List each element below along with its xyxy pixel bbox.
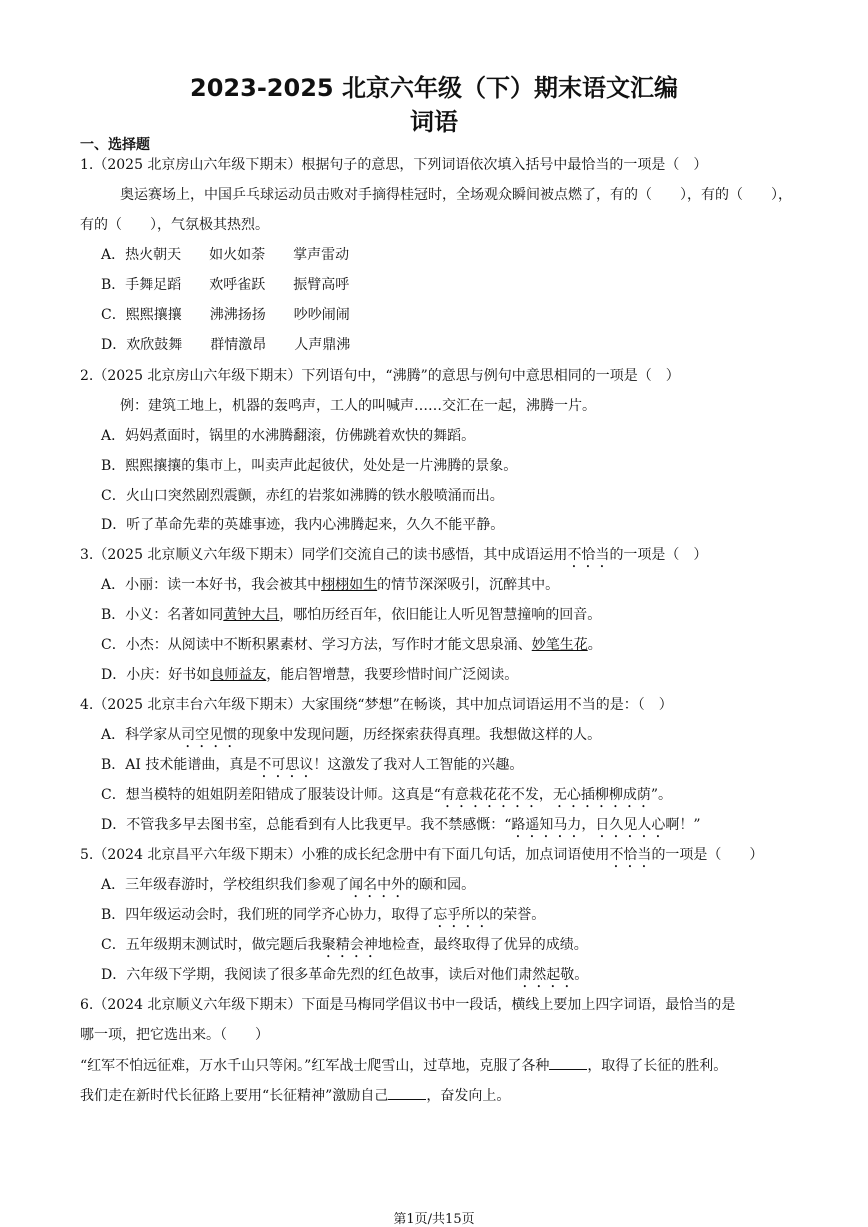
option-text: ”。 [650,787,673,803]
option-text: D．不管我多早去图书室，总能看到有人比我更早。我不禁感慨：“ [101,817,512,833]
option-text: ，哪怕历经百年，依旧能让人听见智慧撞响的回音。 [279,607,602,623]
section-heading: 一、选择题 [80,137,150,153]
question-5-stem-text: 5.（2024 北京昌平六年级下期末）小雅的成长纪念册中有下面几句话，加点词语使用 [80,847,610,863]
question-1-option-b: B．手舞足蹈 欢呼雀跃 振臂高呼 [101,277,350,293]
question-5-stem-emphasis: 不恰当 [609,847,652,863]
passage-text: “红军不怕远征难，万水千山只等闲。”红军战士爬雪山，过草地，克服了各种 [80,1058,550,1074]
option-text: A．小丽：读一本好书，我会被其中 [101,577,322,593]
option-text: C．小杰：从阅读中不断积累素材、学习方法，写作时才能文思泉涌、 [101,637,532,653]
question-6-passage-line-1 [80,1055,727,1076]
question-2-stem: 2.（2025 北京房山六年级下期末）下列语句中，“沸腾”的意思与例句中意思相同的一项是（ ） [80,368,680,384]
question-3-stem-emphasis: 不恰当 [567,547,610,563]
question-5-stem [80,845,763,871]
question-1-stem: 1.（2025 北京房山六年级下期末）根据句子的意思，下列词语依次填入括号中最恰当的一项是（ ） [80,157,708,173]
question-3-option-d [101,665,518,685]
document-subtitle: 词语 [410,108,458,136]
option-text: 啊！” [665,817,701,833]
fill-blank[interactable] [549,1055,587,1070]
question-3-option-b [101,605,601,625]
option-text: 。 [587,637,602,653]
page-footer: 第1页/共15页 [393,1212,475,1227]
dotted-phrase: 司空见惯 [181,727,238,743]
question-3-option-c [101,635,602,655]
option-text: 的现象中发现问题，历经探索获得真理。我想做这样的人。 [237,727,602,743]
question-1-context-line-2: 有的（ ），气氛极其热烈。 [80,217,269,233]
question-2-option-d: D．听了革命先辈的英雄事迹，我内心沸腾起来，久久不能平静。 [101,517,505,533]
passage-text: 我们走在新时代长征路上要用“长征精神”激励自己 [80,1088,389,1104]
question-4-option-d [101,815,701,841]
dotted-phrase: 忘乎所以 [433,907,490,923]
question-1-option-a: A．热火朝天 如火如荼 掌声雷动 [101,247,350,263]
question-3-option-a [101,575,559,595]
dotted-phrase: 路遥知马力，日久见人心 [511,817,666,833]
option-text: 的颐和园。 [405,877,476,893]
dotted-phrase: 肃然起敬 [518,967,575,983]
question-3-stem [80,545,707,571]
question-5-option-b [101,905,545,931]
option-text: ！这激发了我对人工智能的兴趣。 [313,757,524,773]
passage-text: ，取得了长征的胜利。 [587,1058,728,1074]
passage-text: ，奋发向上。 [426,1088,511,1104]
option-text: B．小义：名著如同 [101,607,224,623]
question-3-stem-text: 3.（2025 北京顺义六年级下期末）同学们交流自己的读书感悟，其中成语运用 [80,547,568,563]
question-3-stem-tail: 的一项是（ ） [609,547,708,563]
option-text: B．四年级运动会时，我们班的同学齐心协力，取得了 [101,907,434,923]
underlined-idiom: 黄钟大吕 [223,607,280,623]
dotted-phrase: 闻名中外 [349,877,406,893]
question-2-example: 例：建筑工地上，机器的轰鸣声，工人的叫喊声……交汇在一起，沸腾一片。 [120,398,596,414]
option-text: 的荣誉。 [489,907,546,923]
question-4-option-a [101,725,601,751]
option-text: C．想当模特的姐姐阴差阳错成了服装设计师。这真是“ [101,787,441,803]
underlined-idiom: 栩栩如生 [321,577,378,593]
question-1-option-c: C．熙熙攘攘 沸沸扬扬 吵吵闹闹 [101,307,350,323]
dotted-phrase: 有意栽花花不发，无心插柳柳成荫 [440,787,651,803]
document-title: 2023-2025 北京六年级（下）期末语文汇编 [190,74,678,102]
dotted-phrase: 不可思议 [257,757,314,773]
dotted-phrase: 聚精会神 [321,937,378,953]
option-text: 。 [574,967,589,983]
option-text: C．五年级期末测试时，做完题后我 [101,937,322,953]
question-5-option-a [101,875,475,901]
option-text: B．AI 技术能谱曲，真是 [101,757,258,773]
option-text: D．六年级下学期，我阅读了很多革命先烈的红色故事，读后对他们 [101,967,519,983]
option-text: 的情节深深吸引，沉醉其中。 [377,577,560,593]
underlined-idiom: 妙笔生花 [531,637,588,653]
question-5-stem-tail: 的一项是（ ） [651,847,764,863]
option-text: 地检查，最终取得了优异的成绩。 [377,937,588,953]
option-text: A．科学家从 [101,727,182,743]
question-4-option-b [101,755,523,781]
question-5-option-c [101,935,588,961]
option-text: ，能启智增慧，我要珍惜时间广泛阅读。 [266,667,519,683]
question-4-stem: 4.（2025 北京丰台六年级下期末）大家围绕“梦想”在畅谈，其中加点词语运用不当的是：（ ） [80,697,673,713]
question-1-context-line-1: 奥运赛场上，中国乒乓球运动员击败对手摘得桂冠时，全场观众瞬间被点燃了，有的（ ），有的（ ）， [120,187,792,203]
option-text: A．三年级春游时，学校组织我们参观了 [101,877,350,893]
question-2-option-a: A．妈妈煮面时，锅里的水沸腾翻滚，仿佛跳着欢快的舞蹈。 [101,428,476,444]
question-1-option-d: D．欢欣鼓舞 群情激昂 人声鼎沸 [101,337,351,353]
fill-blank[interactable] [388,1085,426,1100]
question-2-option-b: B．熙熙攘攘的集市上，叫卖声此起彼伏，处处是一片沸腾的景象。 [101,458,518,474]
question-4-option-c [101,785,672,811]
question-6-passage-line-2 [80,1085,510,1106]
question-6-stem-line-1: 6.（2024 北京顺义六年级下期末）下面是马梅同学倡议书中一段话，横线上要加上四字词语，最恰当的是 [80,997,736,1013]
question-2-option-c: C．火山口突然剧烈震颤，赤红的岩浆如沸腾的铁水般喷涌而出。 [101,488,504,504]
question-5-option-d [101,965,588,991]
underlined-idiom: 良师益友 [210,667,267,683]
option-text: D．小庆：好书如 [101,667,211,683]
question-6-stem-line-2: 哪一项，把它选出来。（ ） [80,1027,269,1043]
